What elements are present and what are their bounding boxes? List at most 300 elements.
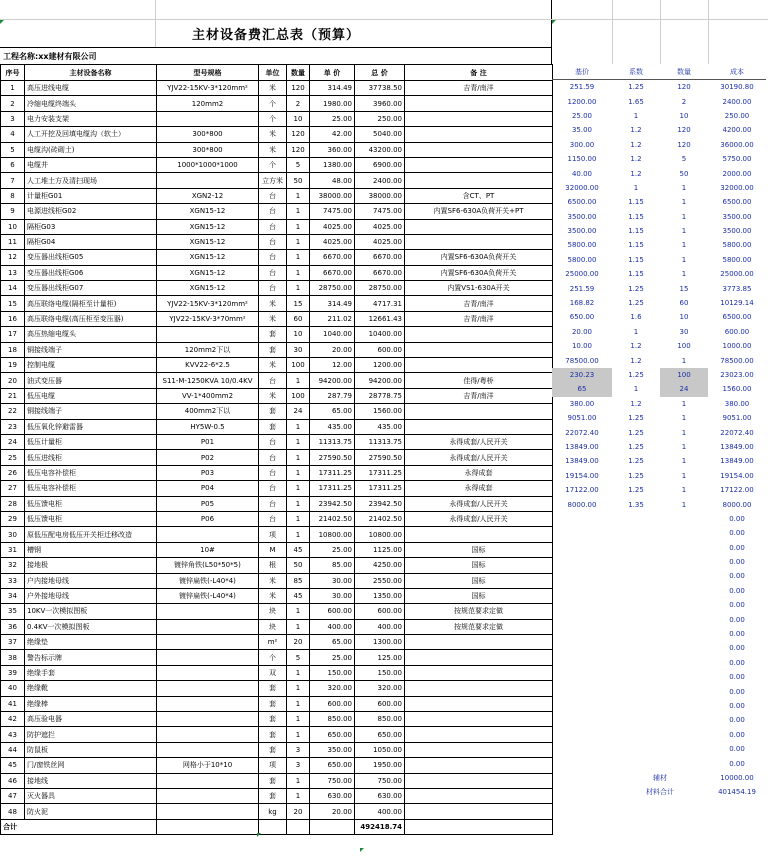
item-qty: 3 <box>287 758 310 773</box>
item-total: 150.00 <box>355 665 405 680</box>
side-base: 19154.00 <box>565 471 599 480</box>
side-row <box>552 353 766 367</box>
side-base: 1150.00 <box>567 155 597 164</box>
item-total: 850.00 <box>355 712 405 727</box>
item-note: 永得成套/人民开关 <box>405 450 553 465</box>
item-name: 高压进线电缆 <box>25 81 157 96</box>
item-qty: 10 <box>287 327 310 342</box>
side-base: 20.00 <box>571 327 593 336</box>
item-name: 绝缘手套 <box>25 665 157 680</box>
aux-material-label: 辅材 <box>653 773 667 782</box>
side-row <box>552 612 766 626</box>
side-row <box>552 454 766 468</box>
side-qty <box>660 512 708 526</box>
item-qty: 1 <box>287 234 310 249</box>
item-qty: 1 <box>287 481 310 496</box>
item-qty: 120 <box>287 81 310 96</box>
item-spec: 120mm2下以 <box>157 342 259 357</box>
side-base: 6500.00 <box>567 198 597 207</box>
side-coef: 1 <box>633 327 639 336</box>
item-name: 0.4KV一次模拟图板 <box>25 619 157 634</box>
side-qty: 24 <box>660 382 708 396</box>
item-spec: P04 <box>157 481 259 496</box>
item-qty: 1 <box>287 250 310 265</box>
item-qty: 1 <box>287 681 310 696</box>
row-no: 7 <box>1 173 25 188</box>
side-row <box>552 310 766 324</box>
table-row <box>1 696 553 711</box>
side-cost: 17122.00 <box>720 486 754 495</box>
item-note: 内置SF6-630A负荷开关 <box>405 250 553 265</box>
side-coef <box>612 541 660 555</box>
side-cost: 78500.00 <box>720 356 754 365</box>
side-qty <box>660 627 708 641</box>
side-base <box>552 656 612 670</box>
item-spec <box>157 773 259 788</box>
row-no: 8 <box>1 188 25 203</box>
side-base: 13849.00 <box>565 457 599 466</box>
item-qty: 50 <box>287 173 310 188</box>
item-total: 28778.75 <box>355 388 405 403</box>
item-spec: 网格小于10*10 <box>157 758 259 773</box>
item-unit: 台 <box>259 373 287 388</box>
item-note: 永得成套 <box>405 481 553 496</box>
side-row <box>552 296 766 310</box>
item-note <box>405 111 553 126</box>
item-unit: 套 <box>259 727 287 742</box>
side-row <box>552 569 766 583</box>
side-base: 25000.00 <box>565 270 599 279</box>
item-price: 38000.00 <box>310 188 355 203</box>
side-qty: 30 <box>679 327 689 336</box>
side-qty: 1 <box>681 356 687 365</box>
item-price: 7475.00 <box>310 204 355 219</box>
item-note <box>405 234 553 249</box>
side-header-row <box>552 64 766 80</box>
side-coef <box>612 526 660 540</box>
row-no: 27 <box>1 481 25 496</box>
side-base <box>552 684 612 698</box>
side-qty: 1 <box>681 399 687 408</box>
item-name: 低压电缆 <box>25 388 157 403</box>
table-row <box>1 727 553 742</box>
side-coef <box>612 512 660 526</box>
item-price: 287.79 <box>310 388 355 403</box>
row-no: 11 <box>1 234 25 249</box>
row-no: 19 <box>1 358 25 373</box>
side-qty: 1 <box>681 270 687 279</box>
item-name: 铜接线端子 <box>25 404 157 419</box>
side-coef: 1.2 <box>630 356 642 365</box>
item-total: 1050.00 <box>355 742 405 757</box>
material-total-label: 材料合计 <box>646 788 674 797</box>
side-cost: 0.00 <box>729 601 745 610</box>
side-base: 251.59 <box>569 83 595 92</box>
item-qty: 1 <box>287 434 310 449</box>
item-spec <box>157 635 259 650</box>
item-unit: 个 <box>259 157 287 172</box>
item-total: 435.00 <box>355 419 405 434</box>
item-name: 人工堆土方及清扫现场 <box>25 173 157 188</box>
item-qty: 1 <box>287 665 310 680</box>
item-price: 1980.00 <box>310 96 355 111</box>
side-qty <box>660 728 708 742</box>
row-no: 33 <box>1 573 25 588</box>
table-row <box>1 558 553 573</box>
item-qty: 1 <box>287 265 310 280</box>
item-price: 65.00 <box>310 635 355 650</box>
item-unit: 个 <box>259 650 287 665</box>
item-total: 2400.00 <box>355 173 405 188</box>
side-cost: 0.00 <box>729 730 745 739</box>
table-row <box>1 465 553 480</box>
item-unit: 台 <box>259 281 287 296</box>
item-unit: 套 <box>259 712 287 727</box>
table-row <box>1 681 553 696</box>
side-row <box>552 656 766 670</box>
table-row <box>1 788 553 803</box>
item-price: 27590.50 <box>310 450 355 465</box>
item-note: 含CT、PT <box>405 188 553 203</box>
table-row <box>1 219 553 234</box>
row-no: 4 <box>1 127 25 142</box>
comment-marker-icon <box>360 848 364 852</box>
item-total: 3960.00 <box>355 96 405 111</box>
item-name: 防火泥 <box>25 804 157 819</box>
item-price: 12.00 <box>310 358 355 373</box>
item-price: 25.00 <box>310 650 355 665</box>
item-price: 400.00 <box>310 619 355 634</box>
side-coef <box>612 670 660 684</box>
item-price: 320.00 <box>310 681 355 696</box>
item-note: 吉青/南洋 <box>405 311 553 326</box>
item-unit: M <box>259 542 287 557</box>
item-price: 211.02 <box>310 311 355 326</box>
item-name: 警告标示牌 <box>25 650 157 665</box>
row-no: 20 <box>1 373 25 388</box>
item-name: 高压验电器 <box>25 712 157 727</box>
item-note <box>405 696 553 711</box>
item-qty: 60 <box>287 311 310 326</box>
row-no: 6 <box>1 157 25 172</box>
table-row <box>1 758 553 773</box>
item-price: 23942.50 <box>310 496 355 511</box>
item-spec <box>157 650 259 665</box>
item-price: 360.00 <box>310 142 355 157</box>
item-spec: YJV22-15KV-3*120mm² <box>157 81 259 96</box>
row-no: 45 <box>1 758 25 773</box>
item-price: 11313.75 <box>310 434 355 449</box>
item-qty: 45 <box>287 542 310 557</box>
item-spec: P05 <box>157 496 259 511</box>
item-spec <box>157 727 259 742</box>
table-row <box>1 111 553 126</box>
item-unit: 套 <box>259 742 287 757</box>
side-base: 9051.00 <box>567 414 597 423</box>
item-spec: KVV22-6*2.5 <box>157 358 259 373</box>
side-qty: 1 <box>681 414 687 423</box>
side-qty: 1 <box>681 241 687 250</box>
side-cost: 9051.00 <box>722 414 752 423</box>
table-row <box>1 157 553 172</box>
item-note <box>405 404 553 419</box>
item-note: 国标 <box>405 573 553 588</box>
row-no: 2 <box>1 96 25 111</box>
side-qty: 120 <box>677 126 691 135</box>
side-qty: 1 <box>681 227 687 236</box>
col-header-price: 单 价 <box>310 65 355 81</box>
item-qty: 50 <box>287 558 310 573</box>
item-name: 低压进线柜 <box>25 450 157 465</box>
item-total: 6900.00 <box>355 157 405 172</box>
item-note: 内置SF6-630A负荷开关+PT <box>405 204 553 219</box>
table-row <box>1 481 553 496</box>
side-row <box>552 166 766 180</box>
side-coef: 1.65 <box>628 97 644 106</box>
side-row <box>552 555 766 569</box>
side-base: 78500.00 <box>565 356 599 365</box>
side-coef <box>612 569 660 583</box>
row-no: 44 <box>1 742 25 757</box>
side-base: 230.23 <box>552 368 612 382</box>
side-row <box>552 742 766 756</box>
item-spec: 400mm2下以 <box>157 404 259 419</box>
side-coef: 1.15 <box>628 198 644 207</box>
side-coef: 1.2 <box>630 169 642 178</box>
table-row <box>1 234 553 249</box>
item-unit: 立方米 <box>259 173 287 188</box>
row-no: 5 <box>1 142 25 157</box>
item-note: 按规范要求定做 <box>405 619 553 634</box>
side-qty: 60 <box>679 299 689 308</box>
side-coef: 1.25 <box>628 442 644 451</box>
table-row <box>1 619 553 634</box>
item-spec <box>157 665 259 680</box>
side-base <box>552 555 612 569</box>
side-base: 22072.40 <box>565 428 599 437</box>
total-label: 合计 <box>1 819 157 834</box>
side-row <box>552 267 766 281</box>
item-spec: XGN15-12 <box>157 265 259 280</box>
item-name: 防护遮拦 <box>25 727 157 742</box>
side-qty: 10 <box>679 313 689 322</box>
row-no: 42 <box>1 712 25 727</box>
item-total: 4025.00 <box>355 219 405 234</box>
side-row <box>552 224 766 238</box>
item-total: 10400.00 <box>355 327 405 342</box>
side-qty <box>660 670 708 684</box>
side-row <box>552 339 766 353</box>
side-base: 8000.00 <box>567 500 597 509</box>
side-coef <box>612 742 660 756</box>
table-row <box>1 450 553 465</box>
main-table <box>0 64 553 835</box>
item-spec: XGN15-12 <box>157 250 259 265</box>
item-name: 户内接地母线 <box>25 573 157 588</box>
item-price: 6670.00 <box>310 265 355 280</box>
table-row <box>1 496 553 511</box>
row-no: 3 <box>1 111 25 126</box>
item-note: 永得成套 <box>405 465 553 480</box>
item-qty: 30 <box>287 342 310 357</box>
item-price: 65.00 <box>310 404 355 419</box>
side-qty: 1 <box>681 212 687 221</box>
item-qty: 5 <box>287 157 310 172</box>
side-base: 5800.00 <box>567 241 597 250</box>
side-coef: 1.2 <box>630 140 642 149</box>
side-base: 32000.00 <box>565 183 599 192</box>
item-qty: 120 <box>287 127 310 142</box>
item-qty: 24 <box>287 404 310 419</box>
table-row <box>1 419 553 434</box>
table-row <box>1 188 553 203</box>
item-price: 750.00 <box>310 773 355 788</box>
table-row <box>1 204 553 219</box>
table-row <box>1 573 553 588</box>
item-price: 4025.00 <box>310 234 355 249</box>
side-base: 251.59 <box>569 284 595 293</box>
row-no: 34 <box>1 588 25 603</box>
side-qty <box>660 526 708 540</box>
item-unit: 块 <box>259 604 287 619</box>
item-total: 250.00 <box>355 111 405 126</box>
side-row <box>552 109 766 123</box>
item-total: 21402.50 <box>355 511 405 526</box>
side-cost: 5750.00 <box>722 155 752 164</box>
side-base: 13849.00 <box>565 442 599 451</box>
item-note: 国标 <box>405 588 553 603</box>
item-price: 25.00 <box>310 111 355 126</box>
item-total: 630.00 <box>355 788 405 803</box>
side-cost: 1000.00 <box>722 342 752 351</box>
item-qty: 100 <box>287 388 310 403</box>
side-coef: 1.2 <box>630 342 642 351</box>
item-note <box>405 527 553 542</box>
col-header-spec: 型号规格 <box>157 65 259 81</box>
item-spec: P02 <box>157 450 259 465</box>
side-cost: 0.00 <box>729 701 745 710</box>
side-cost: 0.00 <box>729 745 745 754</box>
item-spec <box>157 111 259 126</box>
item-spec: YJV22-15KV-3*120mm² <box>157 296 259 311</box>
item-qty: 1 <box>287 465 310 480</box>
item-spec <box>157 696 259 711</box>
item-price: 20.00 <box>310 342 355 357</box>
side-row <box>552 253 766 267</box>
header-row <box>1 65 553 81</box>
item-unit: 米 <box>259 142 287 157</box>
side-coef: 1.25 <box>628 486 644 495</box>
row-no: 1 <box>1 81 25 96</box>
item-total: 1350.00 <box>355 588 405 603</box>
comment-marker-icon <box>0 20 4 24</box>
item-name: 电缆井 <box>25 157 157 172</box>
item-note <box>405 712 553 727</box>
side-coef: 1.15 <box>628 227 644 236</box>
side-base <box>552 584 612 598</box>
item-spec <box>157 173 259 188</box>
item-note: 永得成套/人民开关 <box>405 511 553 526</box>
item-price: 650.00 <box>310 758 355 773</box>
item-spec: YJV22-15KV-3*70mm² <box>157 311 259 326</box>
side-row <box>552 541 766 555</box>
item-price: 48.00 <box>310 173 355 188</box>
item-spec: P06 <box>157 511 259 526</box>
side-coef: 1.25 <box>628 414 644 423</box>
item-unit: 米 <box>259 588 287 603</box>
side-coef: 1.15 <box>628 212 644 221</box>
item-qty: 10 <box>287 111 310 126</box>
item-qty: 1 <box>287 527 310 542</box>
side-qty <box>660 684 708 698</box>
side-row <box>552 325 766 339</box>
table-row <box>1 665 553 680</box>
side-base: 3500.00 <box>567 227 597 236</box>
side-coef: 1.2 <box>630 126 642 135</box>
side-row <box>552 497 766 511</box>
item-total: 17311.25 <box>355 465 405 480</box>
item-note <box>405 157 553 172</box>
item-name: 低压馈电柜 <box>25 496 157 511</box>
row-no: 46 <box>1 773 25 788</box>
side-cost: 600.00 <box>724 327 750 336</box>
row-no: 30 <box>1 527 25 542</box>
side-cost: 0.00 <box>729 687 745 696</box>
side-row <box>552 526 766 540</box>
side-qty: 10 <box>679 111 689 120</box>
item-name: 高压热缩电缆头 <box>25 327 157 342</box>
table-row <box>1 127 553 142</box>
side-qty <box>660 641 708 655</box>
item-note <box>405 665 553 680</box>
side-cost: 1560.00 <box>722 385 752 394</box>
item-note <box>405 727 553 742</box>
item-name: 铜接线端子 <box>25 342 157 357</box>
item-spec: VV-1*400mm2 <box>157 388 259 403</box>
side-cost: 13849.00 <box>720 442 754 451</box>
side-cost: 6500.00 <box>722 198 752 207</box>
item-unit: 台 <box>259 434 287 449</box>
table-row <box>1 311 553 326</box>
item-qty: 120 <box>287 142 310 157</box>
item-spec: XGN2-12 <box>157 188 259 203</box>
row-no: 21 <box>1 388 25 403</box>
item-spec: 1000*1000*1000 <box>157 157 259 172</box>
item-note <box>405 358 553 373</box>
item-unit: 套 <box>259 419 287 434</box>
item-note <box>405 742 553 757</box>
item-qty: 1 <box>287 373 310 388</box>
side-coef: 1.25 <box>628 457 644 466</box>
item-spec: 镀锌扁铁(-L40*4) <box>157 588 259 603</box>
side-cost: 36000.00 <box>720 140 754 149</box>
item-unit: 块 <box>259 619 287 634</box>
item-total: 27590.50 <box>355 450 405 465</box>
item-spec: 300*800 <box>157 142 259 157</box>
item-total: 750.00 <box>355 773 405 788</box>
item-total: 23942.50 <box>355 496 405 511</box>
table-row <box>1 712 553 727</box>
side-row <box>552 368 766 382</box>
side-row <box>552 94 766 108</box>
item-unit: 台 <box>259 188 287 203</box>
row-no: 23 <box>1 419 25 434</box>
item-note: 国标 <box>405 542 553 557</box>
item-total: 400.00 <box>355 804 405 819</box>
side-footer-row <box>552 771 766 785</box>
side-base: 380.00 <box>569 399 595 408</box>
item-qty: 1 <box>287 773 310 788</box>
